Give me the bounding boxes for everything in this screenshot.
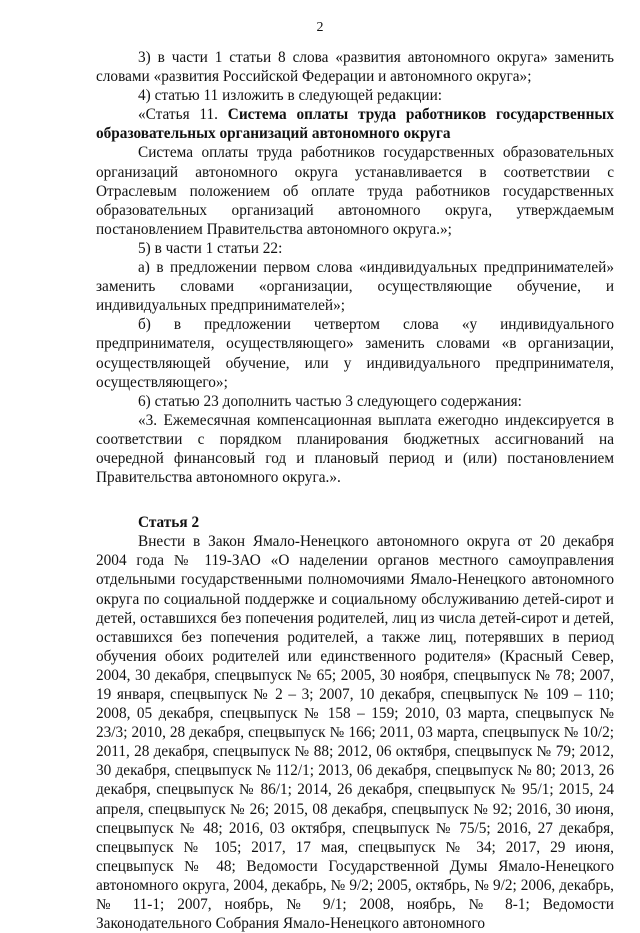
- amendment-item-5: 5) в части 1 статьи 22:: [138, 239, 283, 257]
- amendment-item-3: 3) в части 1 статьи 8 слова «развития автономного округа» заменить словами «развития Российской Федерации и автономного округа»;: [96, 49, 614, 86]
- article-11-bold-title: Система оплаты труда работников государственных образовательных организаций автономного округа: [96, 106, 614, 143]
- amendment-item-6: 6) статью 23 дополнить частью 3 следующего содержания:: [138, 392, 522, 410]
- article-2-text: Внести в Закон Ямало-Ненецкого автономного округа от 20 декабря 2004 года № 119-ЗАО «О наделении органов местного самоуправления отдельными государственными полномочиями Ямало-Ненецкого автономного округа по социальной поддержке и социальному обслуживанию детей-сирот и детей, оставшихся без попечения родителей, лиц из числа детей-сирот и детей, оставшихся без попечения родителей, а также лиц, потерявших в период обучения обоих родителей или единственного родителя» (Красный Север, 2004, 30 декабря, спецвыпуск № 65; 2005, 30 ноября, спецвыпуск № 78; 2007, 19 января, спецвыпуск № 2 – 3; 2007, 10 декабря, спецвыпуск № 109 – 110; 2008, 05 декабря, спецвыпуск № 158 – 159; 2010, 03 марта, спецвыпуск № 23/3; 2010, 28 декабря, спецвыпуск № 166; 2011, 03 марта, спецвыпуск № 10/2; 2011, 28 декабря, спецвыпуск № 88; 2012, 06 октября, спецвыпуск № 79; 2012, 30 декабря, спецвыпуск № 112/1; 2013, 06 декабря, спецвыпуск № 80; 2013, 26 декабря, спецвыпуск № 86/1; 2014, 26 декабря, спецвыпуск № 95/1; 2015, 24 апреля, спецвыпуск № 26; 2015, 08 декабря, спецвыпуск № 92; 2016, 30 июня, спецвыпуск № 48; 2016, 03 октября, спецвыпуск № 75/5; 2016, 27 декабря, спецвыпуск № 105; 2017, 17 мая, спецвыпуск № 34; 2017, 29 июня, спецвыпуск № 48; Ведомости Государственной Думы Ямало-Ненецкого автономного округа, 2004, декабрь, № 9/2; 2005, октябрь, № 9/2; 2006, декабрь, № 11-1; 2007, ноябрь, № 9/1; 2008, ноябрь, № 8-1; Ведомости Законодательного Собрания Ямало-Ненецкого автономного: [96, 533, 614, 933]
- page-number: 2: [316, 20, 324, 35]
- article-11-lead: «Статья 11.: [138, 106, 228, 124]
- amendment-item-5b: б) в предложении четвертом слова «у индивидуального предпринимателя, осуществляющего» заменить словами «в организации, осуществляющей обучение, или у индивидуального предпринимателя, осуществляющего»;: [96, 316, 614, 391]
- article-11-title: [96, 105, 614, 143]
- amendment-item-4: 4) статью 11 изложить в следующей редакции:: [138, 87, 443, 105]
- amendment-item-5a: а) в предложении первом слова «индивидуальных предпринимателей» заменить словами «организации, осуществляющие обучение, и индивидуальных предпринимателей»;: [96, 259, 614, 315]
- article-11-text: Система оплаты труда работников государственных образовательных организаций автономного округа устанавливается в соответствии с Отраслевым положением об оплате труда работников государственных образовательных организаций автономного округа, утверждаемым постановлением Правительства автономного округа.»;: [96, 144, 614, 238]
- article-23-part-3: «3. Ежемесячная компенсационная выплата ежегодно индексируется в соответствии с порядком планирования бюджетных ассигнований на очередной финансовый год и плановый период и (или) постановлением Правительства автономного округа.».: [96, 411, 614, 487]
- article-2-heading: Статья 2: [138, 514, 200, 532]
- document-body: [96, 48, 614, 933]
- section-spacer: [96, 487, 614, 513]
